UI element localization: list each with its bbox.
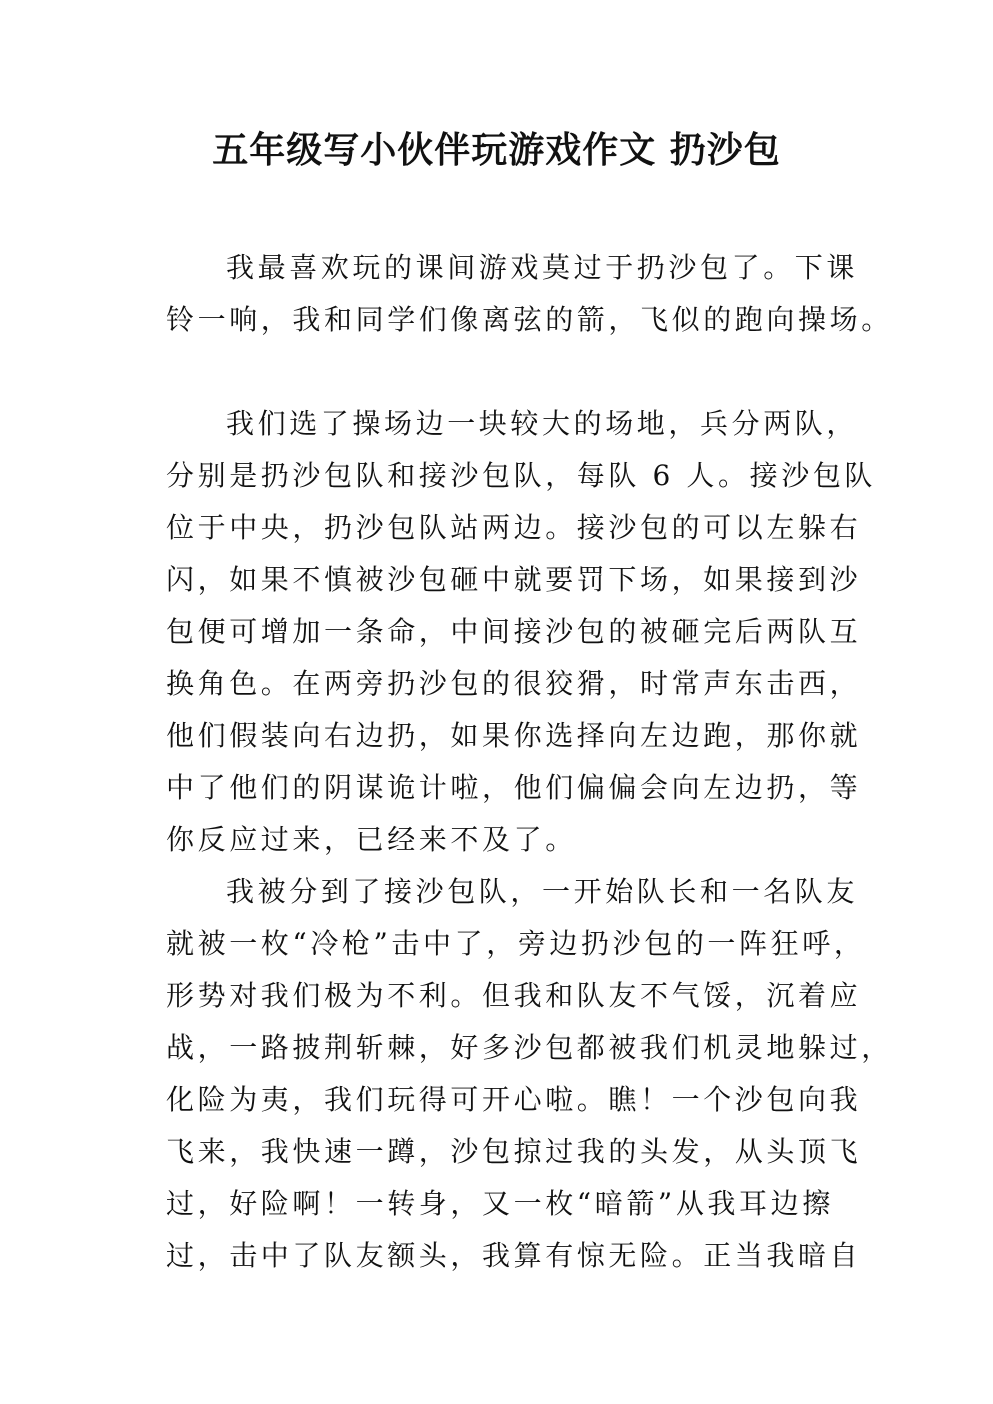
paragraph-line: 换角色。在两旁扔沙包的很狡猾，时常声东击西，	[166, 667, 862, 700]
paragraph-line: 形势对我们极为不利。但我和队友不气馁，沉着应	[166, 979, 862, 1012]
paragraph-line: 位于中央，扔沙包队站两边。接沙包的可以左躲右	[166, 511, 862, 544]
paragraph-line: 我们选了操场边一块较大的场地，兵分两队，	[226, 407, 859, 440]
paragraph-line: 包便可增加一条命，中间接沙包的被砸完后两队互	[166, 615, 862, 648]
paragraph-line: 化险为夷，我们玩得可开心啦。瞧！一个沙包向我	[166, 1083, 862, 1116]
paragraph-line: 就被一枚“冷枪”击中了，旁边扔沙包的一阵狂呼，	[166, 927, 866, 960]
document-title: 五年级写小伙伴玩游戏作文 扔沙包	[212, 130, 781, 171]
paragraph-line: 我被分到了接沙包队，一开始队长和一名队友	[226, 875, 859, 908]
paragraph-line: 分别是扔沙包队和接沙包队，每队 6 人。接沙包队	[166, 459, 877, 492]
paragraph-line: 他们假装向右边扔，如果你选择向左边跑，那你就	[166, 719, 862, 752]
paragraph-line: 我最喜欢玩的课间游戏莫过于扔沙包了。下课	[226, 251, 859, 284]
paragraph-line: 过，好险啊！一转身，又一枚“暗箭”从我耳边擦	[166, 1187, 834, 1220]
paragraph-line: 过，击中了队友额头，我算有惊无险。正当我暗自	[166, 1239, 862, 1272]
paragraph-line: 闪，如果不慎被沙包砸中就要罚下场，如果接到沙	[166, 563, 862, 596]
paragraph-line: 中了他们的阴谋诡计啦，他们偏偏会向左边扔，等	[166, 771, 862, 804]
paragraph-line: 飞来，我快速一蹲，沙包掠过我的头发，从头顶飞	[166, 1135, 862, 1168]
paragraph-line: 你反应过来，已经来不及了。	[166, 823, 577, 856]
paragraph-line: 铃一响，我和同学们像离弦的箭，飞似的跑向操场。	[166, 303, 893, 336]
paragraph-line: 战，一路披荆斩棘，好多沙包都被我们机灵地躲过，	[166, 1031, 893, 1064]
